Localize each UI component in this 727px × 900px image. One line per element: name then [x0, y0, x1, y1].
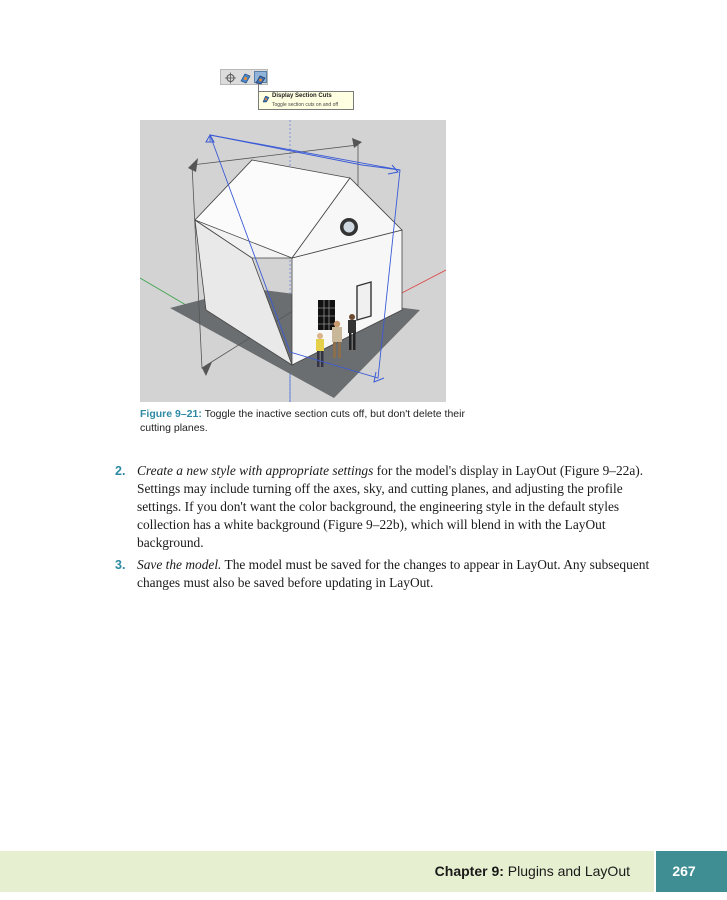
- footer-band: [0, 851, 654, 892]
- list-item: [115, 556, 660, 592]
- step-list: [115, 462, 660, 596]
- step-lead: Create a new style with appropriate settings: [137, 463, 374, 478]
- list-item: [115, 462, 660, 552]
- section-toolbar: [220, 69, 268, 85]
- figure-caption: [140, 407, 480, 435]
- figure-caption-text: Toggle the inactive section cuts off, but don't delete their cutting planes.: [140, 408, 465, 434]
- tooltip: [258, 91, 354, 110]
- display-section-planes-icon[interactable]: [239, 71, 252, 83]
- section-plane-icon[interactable]: [224, 71, 237, 83]
- chapter-label: Chapter 9:: [434, 863, 504, 879]
- display-section-cuts-icon: [262, 95, 270, 103]
- step-number: 3.: [115, 558, 126, 572]
- step-text: for the model's display in LayOut (Figure 9–22a). Settings may include turning off the axes, sky, and cutting planes, and adjusting the profile settings. If you don't want the color background, the engineering style in the default styles collection has a white background (Figure 9–22b), which will blend in with the LayOut background.: [137, 463, 644, 550]
- figure-9-21-image: [140, 120, 446, 402]
- step-lead: Save the model.: [137, 557, 222, 572]
- house-door: [357, 282, 371, 320]
- page-number-box: [656, 851, 727, 892]
- house-model-illustration: [140, 120, 446, 402]
- running-footer: [435, 863, 630, 879]
- display-section-cuts-icon[interactable]: [254, 71, 267, 83]
- tooltip-title: Display Section Cuts: [272, 93, 332, 99]
- step-text: The model must be saved for the changes to appear in LayOut. Any subsequent changes must also be saved before updating in LayOut.: [137, 557, 650, 590]
- page-number: 267: [672, 863, 696, 879]
- figure-label: Figure 9–21:: [140, 408, 202, 420]
- grid-window: [318, 300, 335, 330]
- chapter-title: Plugins and LayOut: [503, 863, 630, 879]
- step-number: 2.: [115, 464, 126, 478]
- tooltip-description: Toggle section cuts on and off: [272, 102, 339, 108]
